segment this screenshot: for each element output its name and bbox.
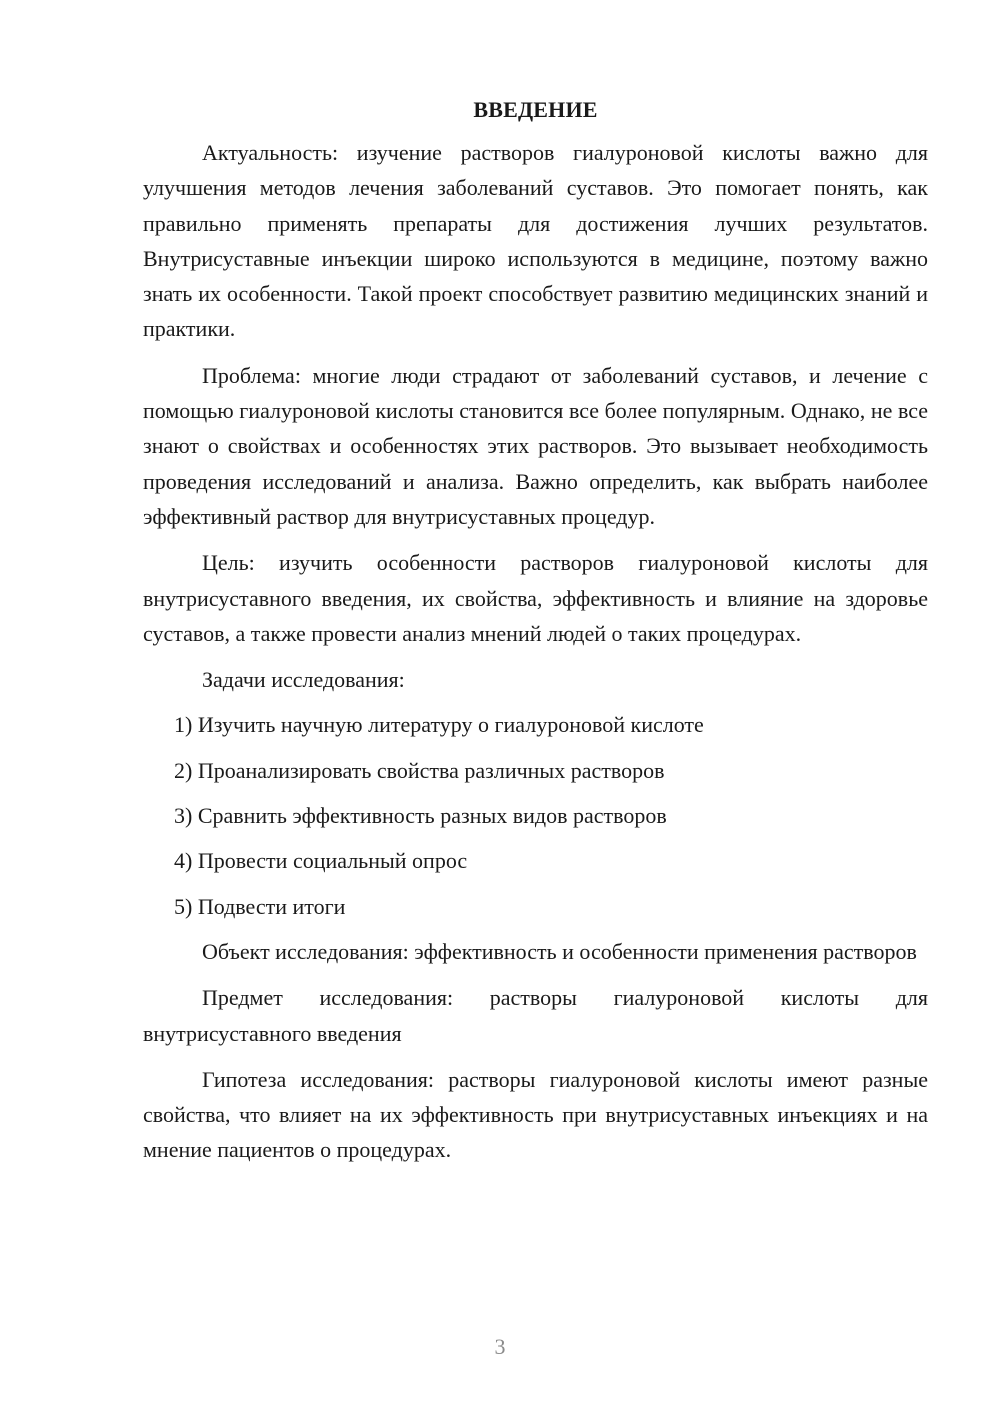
list-item: 5) Подвести итоги <box>174 893 346 919</box>
list-item: 2) Проанализировать свойства различных растворов <box>174 757 665 783</box>
list-item: 3) Сравнить эффективность разных видов растворов <box>174 803 667 829</box>
paragraph-hypothesis: Гипотеза исследования: растворы гиалуроновой кислоты имеют разные свойства, что влияет на их эффективность при внутрисуставных инъекциях и на мнение пациентов о процедурах. <box>143 1066 928 1163</box>
paragraph-subject: Предмет исследования: растворы гиалуроновой кислоты для внутрисуставного введения <box>143 985 928 1046</box>
paragraph-goal: Цель: изучить особенности растворов гиалуроновой кислоты для внутрисуставного введения, их свойства, эффективность и влияние на здоровье суставов, а также провести анализ мнений людей о таких процедурах. <box>143 550 928 646</box>
list-item: 1) Изучить научную литературу о гиалуроновой кислоте <box>174 712 704 738</box>
list-item: 4) Провести социальный опрос <box>174 848 468 874</box>
section-heading: ВВЕДЕНИЕ <box>473 97 598 122</box>
paragraph-relevance: Актуальность: изучение растворов гиалуроновой кислоты важно для улучшения методов лечения заболеваний суставов. Это помогает понять, как правильно применять препараты для достижения лучших результатов. Внутрисуставные инъекции широко используются в медицине, поэтому важно знать их особенности. Такой проект способствует развитию медицинских знаний и практики. <box>143 140 928 342</box>
page-content <box>143 95 928 1179</box>
tasks-title: Задачи исследования: <box>202 667 405 693</box>
page-number: 3 <box>494 1334 506 1359</box>
paragraph-object: Объект исследования: эффективность и особенности применения растворов <box>202 938 917 964</box>
paragraph-problem: Проблема: многие люди страдают от заболеваний суставов, и лечение с помощью гиалуроновой кислоты становится все более популярным. Однако, не все знают о свойствах и особенностях этих растворов. Это вызывает необходимость проведения исследований и анализа. Важно определить, как выбрать наиболее эффективный раствор для внутрисуставных процедур. <box>143 362 928 529</box>
task-list <box>143 707 928 923</box>
